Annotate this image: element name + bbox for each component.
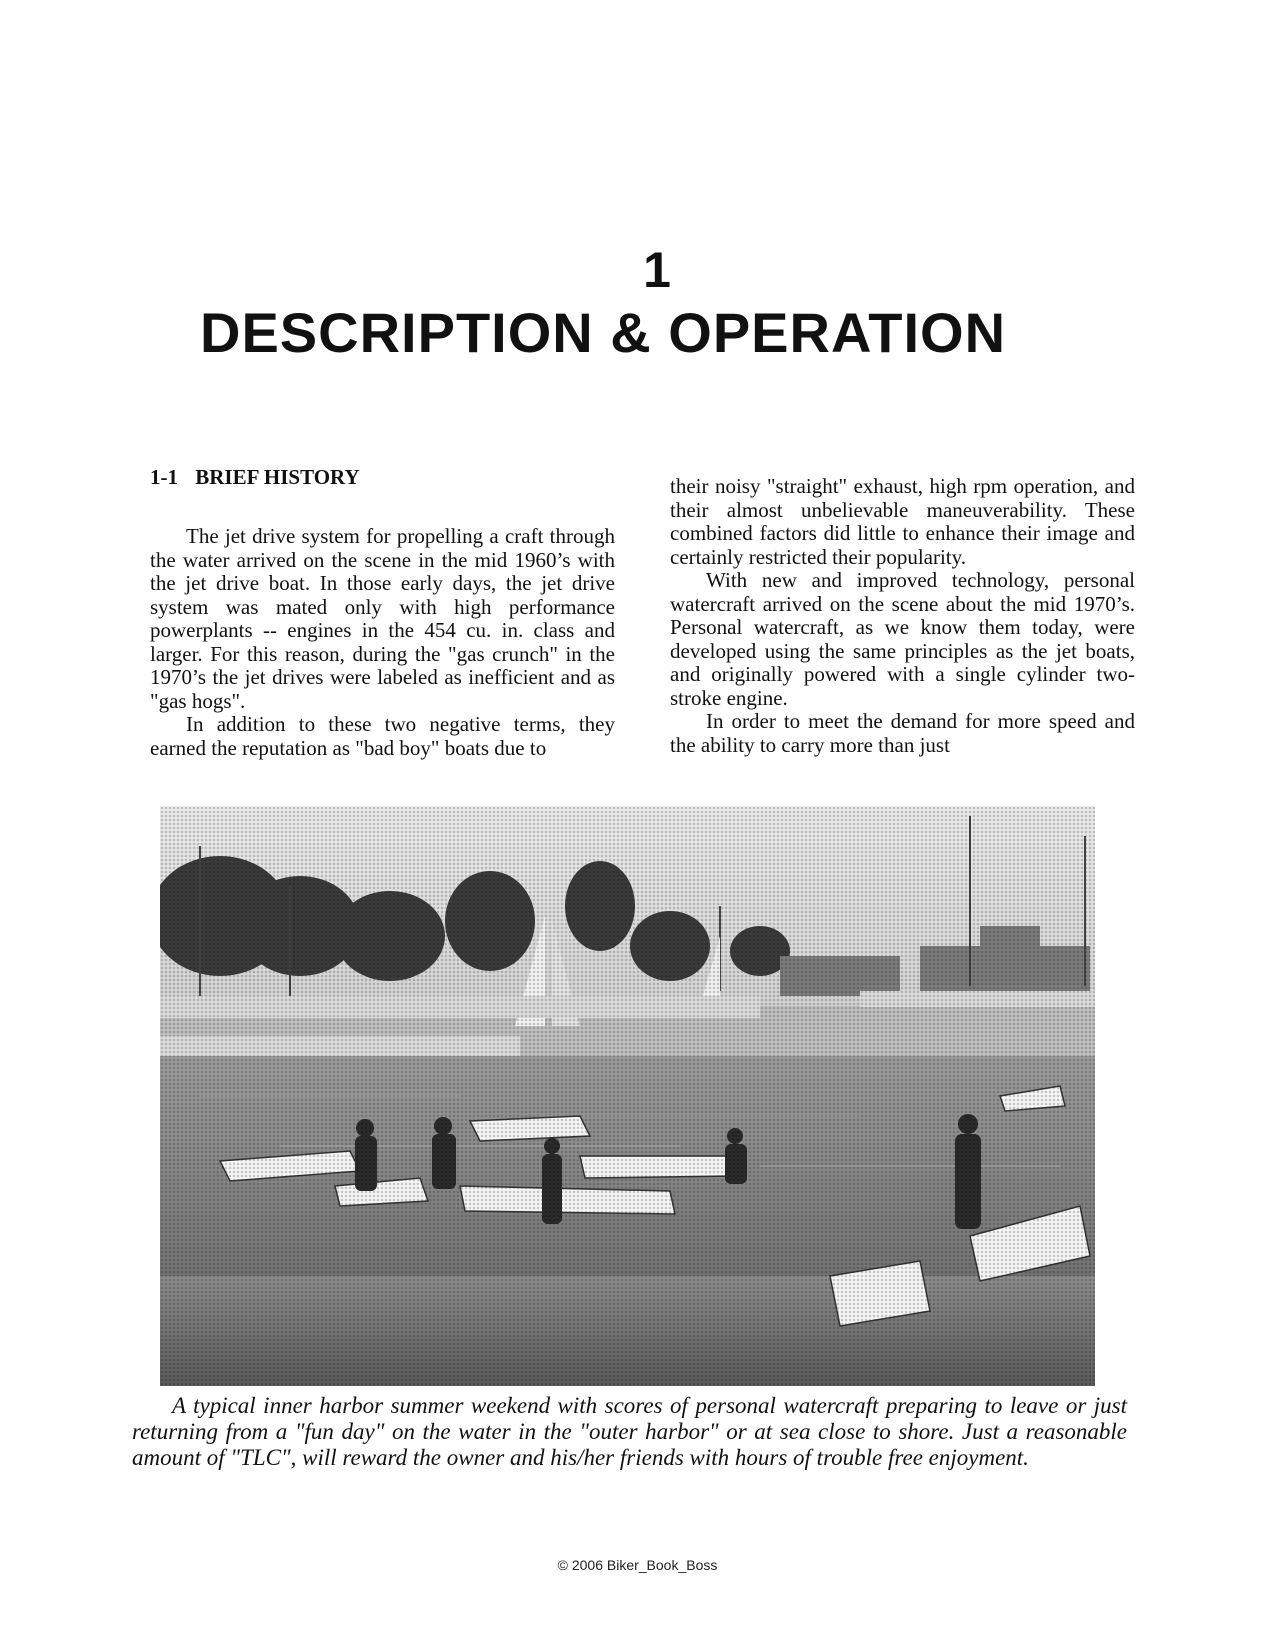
body-paragraph: With new and improved technology, personal watercraft arrived on the scene about the mid 1970’s. Personal watercraft, as we know them today, were developed using the same principles as the jet boats, and originally powered with a single cylinder two-stroke engine. bbox=[670, 568, 1135, 710]
section-heading bbox=[150, 463, 615, 491]
right-column bbox=[670, 475, 1135, 757]
harbor-photo bbox=[160, 806, 1095, 1386]
harbor-photo-illustration bbox=[160, 806, 1095, 1386]
body-paragraph: In addition to these two negative terms, they earned the reputation as "bad boy" boats due to bbox=[150, 712, 615, 760]
photo-caption: A typical inner harbor summer weekend with scores of personal watercraft preparing to leave or just returning from a "fun day" on the water in the "outer harbor" or at sea close to shore. Just a reasonable amount of "TLC", will reward the owner and his/her friends with hours of trouble free enjoyment. bbox=[132, 1393, 1127, 1470]
copyright-footer: © 2006 Biker_Book_Boss bbox=[557, 1557, 718, 1573]
section-number: 1-1 bbox=[150, 465, 178, 489]
body-paragraph: In order to meet the demand for more speed and the ability to carry more than just bbox=[670, 709, 1135, 757]
chapter-number: 1 bbox=[643, 242, 672, 298]
section-title: BRIEF HISTORY bbox=[195, 465, 360, 489]
body-paragraph: The jet drive system for propelling a craft through the water arrived on the scene in the mid 1960’s with the jet drive boat. In those early days, the jet drive system was mated only with high performance powerplants -- engines in the 454 cu. in. class and larger. For this reason, during the "gas crunch" in the 1970’s the jet drives were labeled as inefficient and as "gas hogs". bbox=[150, 524, 615, 713]
chapter-title: DESCRIPTION & OPERATION bbox=[200, 301, 1007, 364]
left-column bbox=[150, 463, 615, 760]
body-paragraph: their noisy "straight" exhaust, high rpm operation, and their almost unbelievable maneuverability. These combined factors did little to enhance their image and certainly restricted their popularity. bbox=[670, 474, 1135, 569]
